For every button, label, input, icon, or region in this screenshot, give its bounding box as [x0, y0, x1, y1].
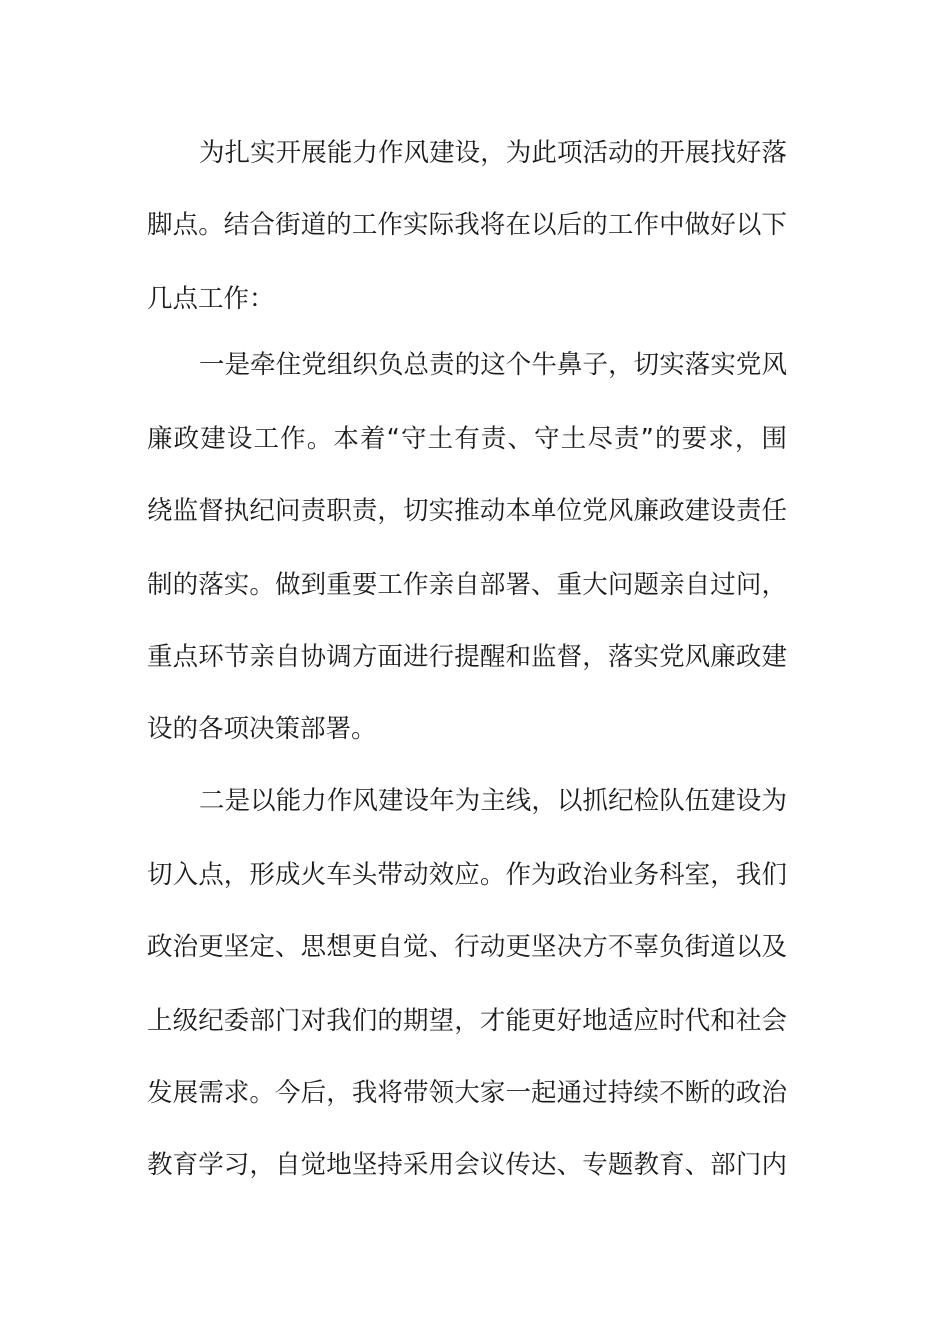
text-line: 为扎实开展能力作风建设，为此项活动的开展找好落	[199, 138, 787, 168]
text-line: 教育学习，自觉地坚持采用会议传达、专题教育、部门内	[147, 1150, 787, 1180]
text-line: 重点环节亲自协调方面进行提醒和监督，落实党风廉政建	[147, 642, 787, 672]
text-line: 廉政建设工作。本着“守土有责、守土尽责”的要求，围	[147, 424, 787, 454]
text-line: 几点工作：	[147, 284, 275, 314]
text-line: 发展需求。今后，我将带领大家一起通过持续不断的政治	[147, 1078, 787, 1108]
text-line: 切入点，形成火车头带动效应。作为政治业务科室，我们	[147, 860, 787, 890]
text-line: 上级纪委部门对我们的期望，才能更好地适应时代和社会	[147, 1006, 787, 1036]
text-line: 二是以能力作风建设年为主线，以抓纪检队伍建设为	[199, 786, 787, 816]
text-line: 一是牵住党组织负总责的这个牛鼻子，切实落实党风	[199, 350, 787, 380]
text-line: 设的各项决策部署。	[147, 714, 377, 744]
text-line: 脚点。结合街道的工作实际我将在以后的工作中做好以下	[147, 210, 787, 240]
text-line: 绕监督执纪问责职责，切实推动本单位党风廉政建设责任	[147, 496, 787, 526]
text-line: 制的落实。做到重要工作亲自部署、重大问题亲自过问，	[147, 570, 787, 600]
text-line: 政治更坚定、思想更自觉、行动更坚决方不辜负街道以及	[147, 932, 787, 962]
